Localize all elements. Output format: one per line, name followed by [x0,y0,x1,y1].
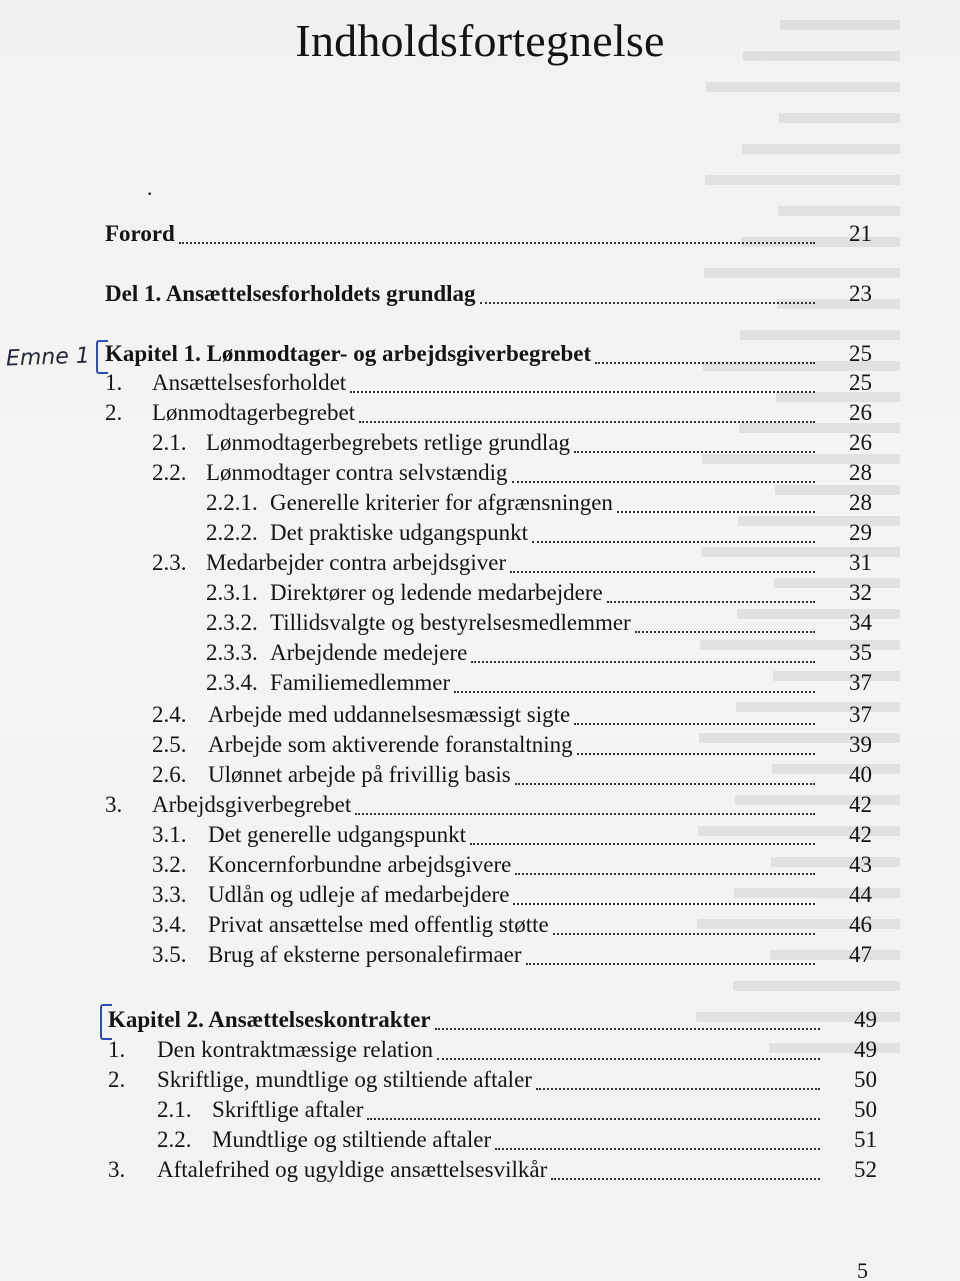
toc-entry-page: 49 [854,1007,877,1032]
dot-leader [553,903,815,935]
toc-entry-number: 3.2. [152,852,187,877]
page-title: Indholdsfortegnelse [295,15,665,66]
toc-entry-number: 2.2.2. [206,520,258,545]
toc-entry-page: 42 [849,792,872,817]
dot-leader [495,1118,820,1150]
toc-entry-number: 3. [108,1157,126,1182]
bleed-through-line [779,113,900,123]
dot-leader [510,541,815,573]
dot-leader [355,783,815,815]
dot-leader [635,601,815,633]
toc-entry [0,1155,960,1185]
toc-entry-page: 32 [849,580,872,605]
toc-entry [0,428,960,458]
dot-leader [526,933,815,965]
toc-entry-page: 51 [854,1127,877,1152]
toc-entry-label: Lønmodtagerbegrebets retlige grundlag [206,430,571,455]
toc-entry [0,398,960,428]
toc-entry-label: Arbejde som aktiverende foranstaltning [208,732,573,757]
toc-entry-number: 2.6. [152,762,187,787]
toc-entry [0,910,960,940]
toc-entry-label: Ansættelsesforholdet [152,370,347,395]
toc-entry [0,219,960,249]
toc-entry [0,548,960,578]
toc-entry-page: 47 [849,942,872,967]
dot-leader [617,481,815,513]
toc-entry-page: 46 [849,912,872,937]
toc-entry-page: 29 [849,520,872,545]
toc-entry-label: Skriftlige aftaler [212,1097,364,1122]
dot-leader [480,272,815,304]
toc-entry-number: 2.3. [152,550,187,575]
toc-entry-page: 23 [849,281,872,306]
bleed-through-line [705,175,900,185]
toc-entry [0,940,960,970]
toc-entry [0,578,960,608]
bleed-through-line [742,144,900,154]
toc-entry-page: 28 [849,460,872,485]
toc-entry-label: Tillidsvalgte og bestyrelsesmedlemmer [270,610,631,635]
toc-entry-label: Aftalefrihed og ugyldige ansættelsesvilkår [157,1157,548,1182]
toc-entry-label: Udlån og udleje af medarbejdere [208,882,510,907]
toc-entry-label: Det generelle udgangspunkt [208,822,467,847]
toc-entry-number: 2.3.2. [206,610,258,635]
toc-entry-number: 3.3. [152,882,187,907]
toc-entry-number: 2. [108,1067,126,1092]
toc-entry-page: 28 [849,490,872,515]
toc-entry-page: 25 [849,341,872,366]
toc-entry-number: 2. [105,400,123,425]
toc-entry-page: 43 [849,852,872,877]
toc-entry-number: 1. [105,370,123,395]
toc-entry-label: Medarbejder contra arbejdsgiver [206,550,507,575]
toc-entry-label: Mundtlige og stiltiende aftaler [212,1127,492,1152]
dot-leader [470,813,815,845]
toc-entry-label: Skriftlige, mundtlige og stiltiende aftaler [157,1067,532,1092]
toc-entry-label: Kapitel 2. Ansættelseskontrakter [108,1007,431,1032]
toc-entry-page: 50 [854,1067,877,1092]
handwritten-annotation: Emne 1 [5,343,91,372]
toc-entry [0,820,960,850]
dot-leader [515,843,815,875]
toc-entry-label: Det praktiske udgangspunkt [270,520,529,545]
dot-leader [595,332,815,364]
toc-entry [0,518,960,548]
toc-entry [0,850,960,880]
bleed-through-line [733,981,900,991]
toc-entry-page: 26 [849,430,872,455]
toc-entry-page: 26 [849,400,872,425]
dot-leader [532,511,815,543]
toc-entry-page: 39 [849,732,872,757]
toc-entry-number: 2.1. [157,1097,192,1122]
toc-entry-label: Generelle kriterier for afgrænsningen [270,490,613,515]
dot-leader [551,1148,820,1180]
toc-entry-page: 42 [849,822,872,847]
dot-leader [574,421,815,453]
toc-entry-page: 21 [849,221,872,246]
toc-entry-page: 49 [854,1037,877,1062]
toc-entry-label: Arbejde med uddannelsesmæssigt sigte [208,702,571,727]
toc-entry-number: 2.3.1. [206,580,258,605]
toc-entry-number: 3.1. [152,822,187,847]
stray-dot: · [146,181,154,206]
dot-leader [536,1058,820,1090]
toc-entry-label: Lønmodtager contra selvstændig [206,460,508,485]
toc-entry-label: Privat ansættelse med offentlig støtte [208,912,549,937]
dot-leader [437,1028,820,1060]
page-number: 5 [857,1258,868,1281]
dot-leader [454,661,815,693]
toc-entry-label: Koncernforbundne arbejdsgivere [208,852,512,877]
toc-entry [0,700,960,730]
dot-leader [435,998,820,1030]
toc-entry [0,279,960,309]
dot-leader [512,451,816,483]
toc-entry-label: Arbejdsgiverbegrebet [152,792,352,817]
dot-leader [367,1088,820,1120]
toc-entry-number: 2.3.3. [206,640,258,665]
toc-entry-page: 31 [849,550,872,575]
toc-entry-number: 2.2. [152,460,187,485]
toc-entry-page: 52 [854,1157,877,1182]
toc-entry-page: 34 [849,610,872,635]
toc-entry-label: Kapitel 1. Lønmodtager- og arbejdsgiverbegrebet [105,341,592,366]
dot-leader [350,361,815,393]
toc-entry-label: Familiemedlemmer [270,670,451,695]
toc-entry-page: 37 [849,702,872,727]
toc-entry-number: 3.5. [152,942,187,967]
toc-entry-page: 40 [849,762,872,787]
dot-leader [607,571,815,603]
toc-entry-page: 37 [849,670,872,695]
toc-entry [0,458,960,488]
toc-entry-label: Lønmodtagerbegrebet [152,400,356,425]
toc-entry-number: 1. [108,1037,126,1062]
toc-entry-page: 35 [849,640,872,665]
bleed-through-line [706,82,900,92]
toc-entry-number: 2.2. [157,1127,192,1152]
toc-entry [0,730,960,760]
toc-entry-page: 25 [849,370,872,395]
toc-entry-label: Forord [105,221,175,246]
dot-leader [577,723,815,755]
toc-entry [0,488,960,518]
toc-entry-number: 3.4. [152,912,187,937]
toc-entry-number: 2.4. [152,702,187,727]
toc-entry-label: Arbejdende medejere [270,640,468,665]
dot-leader [471,631,815,663]
toc-entry-number: 2.5. [152,732,187,757]
dot-leader [513,873,815,905]
toc-entry-number: 2.1. [152,430,187,455]
toc-entry-number: 2.3.4. [206,670,258,695]
toc-entry-number: 2.2.1. [206,490,258,515]
dot-leader [574,693,815,725]
toc-entry-label: Direktører og ledende medarbejdere [270,580,603,605]
dot-leader [515,753,815,785]
toc-entry-label: Brug af eksterne personalefirmaer [208,942,522,967]
toc-entry-page: 44 [849,882,872,907]
toc-entry-label: Del 1. Ansættelsesforholdets grundlag [105,281,476,306]
toc-entry-label: Ulønnet arbejde på frivillig basis [208,762,511,787]
toc-entry-number: 3. [105,792,123,817]
toc-entry-label: Den kontraktmæssige relation [157,1037,433,1062]
toc-entry [0,880,960,910]
dot-leader [179,212,815,244]
dot-leader [359,391,815,423]
toc-entry-page: 50 [854,1097,877,1122]
toc-entry [0,668,960,698]
